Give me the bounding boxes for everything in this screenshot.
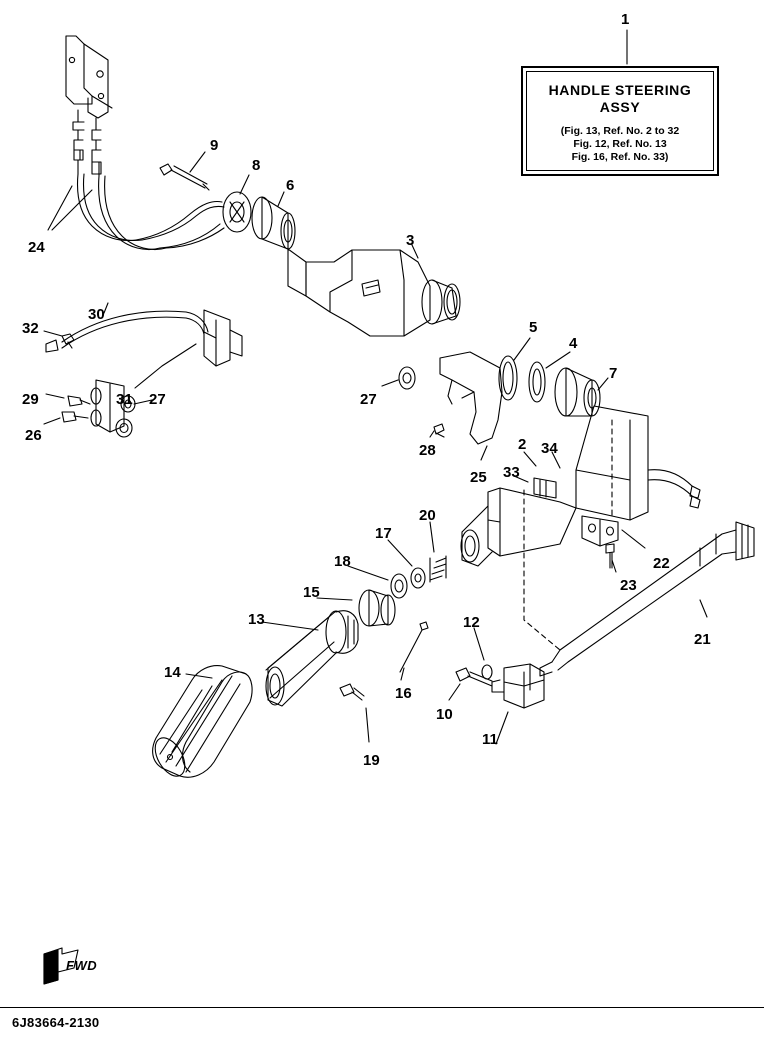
callout-8: 8 xyxy=(252,157,261,174)
part-2-steering-housing xyxy=(461,406,700,566)
callout-15: 15 xyxy=(303,584,320,601)
callout-22: 22 xyxy=(653,555,670,572)
part-13-grip-tube xyxy=(262,611,358,706)
part-28-screw xyxy=(430,424,444,437)
part-24-cable-assembly xyxy=(48,36,224,250)
part-32-clip xyxy=(44,331,74,348)
part-6-bushing xyxy=(252,192,295,249)
title-reference-list xyxy=(527,125,713,164)
leader-29 xyxy=(46,394,64,398)
callout-32: 32 xyxy=(22,320,39,337)
leader-4 xyxy=(546,352,570,368)
footer-divider xyxy=(0,1007,764,1008)
callout-2: 2 xyxy=(518,436,527,453)
leader-25 xyxy=(481,446,487,460)
leader-18 xyxy=(348,566,388,580)
reference-line-3: Fig. 16, Ref. No. 33) xyxy=(571,151,669,163)
callout-24: 24 xyxy=(28,239,45,256)
part-31-bracket xyxy=(135,310,242,388)
part-19-screw xyxy=(340,684,369,742)
leader-19 xyxy=(366,708,369,742)
part-27-29-26-bushing-group xyxy=(44,380,152,437)
leader-21 xyxy=(700,600,707,617)
part-5-oring xyxy=(499,338,530,400)
part-20-spring xyxy=(430,522,446,582)
leader-20 xyxy=(430,522,434,552)
part-21-steering-rod xyxy=(540,522,754,676)
callout-17: 17 xyxy=(375,525,392,542)
part-7-collar xyxy=(555,368,608,416)
title-line-2: ASSY xyxy=(599,99,641,115)
callout-20: 20 xyxy=(419,507,436,524)
callout-12: 12 xyxy=(463,614,480,631)
leader-2 xyxy=(524,452,536,466)
callout-1: 1 xyxy=(621,11,630,28)
leader-9 xyxy=(190,152,205,172)
reference-line-1: (Fig. 13, Ref. No. 2 to 32 xyxy=(560,125,680,137)
fwd-orientation-marker xyxy=(40,946,118,988)
callout-14: 14 xyxy=(164,664,181,681)
drawing-number: 6J83664-2130 xyxy=(12,1015,100,1030)
callout-6: 6 xyxy=(286,177,295,194)
part-9-bolt xyxy=(160,152,209,190)
leader-6 xyxy=(278,192,284,206)
callout-26: 26 xyxy=(25,427,42,444)
part-27-washer-left xyxy=(382,367,415,389)
callout-5: 5 xyxy=(529,319,538,336)
leader-31 xyxy=(135,344,196,388)
part-11-joint-block xyxy=(492,664,544,744)
callout-31: 31 xyxy=(116,391,133,408)
leader-27b xyxy=(382,380,398,386)
part-16-screw xyxy=(400,622,428,680)
leader-32 xyxy=(44,331,62,336)
fwd-label-text: FWD xyxy=(66,958,98,973)
part-14-grip xyxy=(149,666,252,782)
leader-8 xyxy=(240,175,249,194)
callout-7: 7 xyxy=(609,365,618,382)
part-12-nut xyxy=(474,628,492,679)
title-block-inner xyxy=(526,71,714,171)
callout-34: 34 xyxy=(541,440,558,457)
part-8-plate xyxy=(223,175,251,232)
callout-11: 11 xyxy=(482,731,498,748)
callout-30: 30 xyxy=(88,306,105,323)
part-25-lever xyxy=(440,352,502,460)
callout-33: 33 xyxy=(503,464,520,481)
part-22-bracket xyxy=(582,516,645,548)
callout-10: 10 xyxy=(436,706,453,723)
reference-lines xyxy=(524,420,612,650)
leader-14 xyxy=(186,674,212,678)
leader-13 xyxy=(262,622,318,630)
callout-28: 28 xyxy=(419,442,436,459)
part-4-washer xyxy=(529,352,570,402)
callout-13: 13 xyxy=(248,611,265,628)
leader-22 xyxy=(622,530,645,548)
leader-15 xyxy=(317,598,352,600)
part-33-slot xyxy=(534,478,556,498)
part-15-bushing xyxy=(317,590,395,626)
reference-line-2: Fig. 12, Ref. No. 13 xyxy=(573,138,667,150)
leader-17 xyxy=(388,540,412,566)
title-line-1: HANDLE STEERING xyxy=(548,82,692,98)
callout-3: 3 xyxy=(406,232,415,249)
leader-10 xyxy=(449,684,460,700)
callout-18: 18 xyxy=(334,553,351,570)
callout-9: 9 xyxy=(210,137,219,154)
leader-7 xyxy=(598,378,608,390)
part-10-bolt xyxy=(449,668,492,700)
part-3-handle-bracket xyxy=(288,245,460,336)
callout-19: 19 xyxy=(363,752,380,769)
leader-28 xyxy=(430,431,434,437)
leader-12 xyxy=(474,628,484,660)
title-block xyxy=(521,66,719,176)
callout-16: 16 xyxy=(395,685,412,702)
callout-25: 25 xyxy=(470,469,487,486)
leader-23 xyxy=(612,560,616,572)
leader-5 xyxy=(514,338,530,360)
callout-27-left: 27 xyxy=(149,391,166,408)
part-23-bolt xyxy=(606,544,616,572)
leader-26 xyxy=(44,418,60,424)
callout-29: 29 xyxy=(22,391,39,408)
callout-23: 23 xyxy=(620,577,637,594)
callout-21: 21 xyxy=(694,631,711,648)
callout-27-center: 27 xyxy=(360,391,377,408)
callout-4: 4 xyxy=(569,335,578,352)
